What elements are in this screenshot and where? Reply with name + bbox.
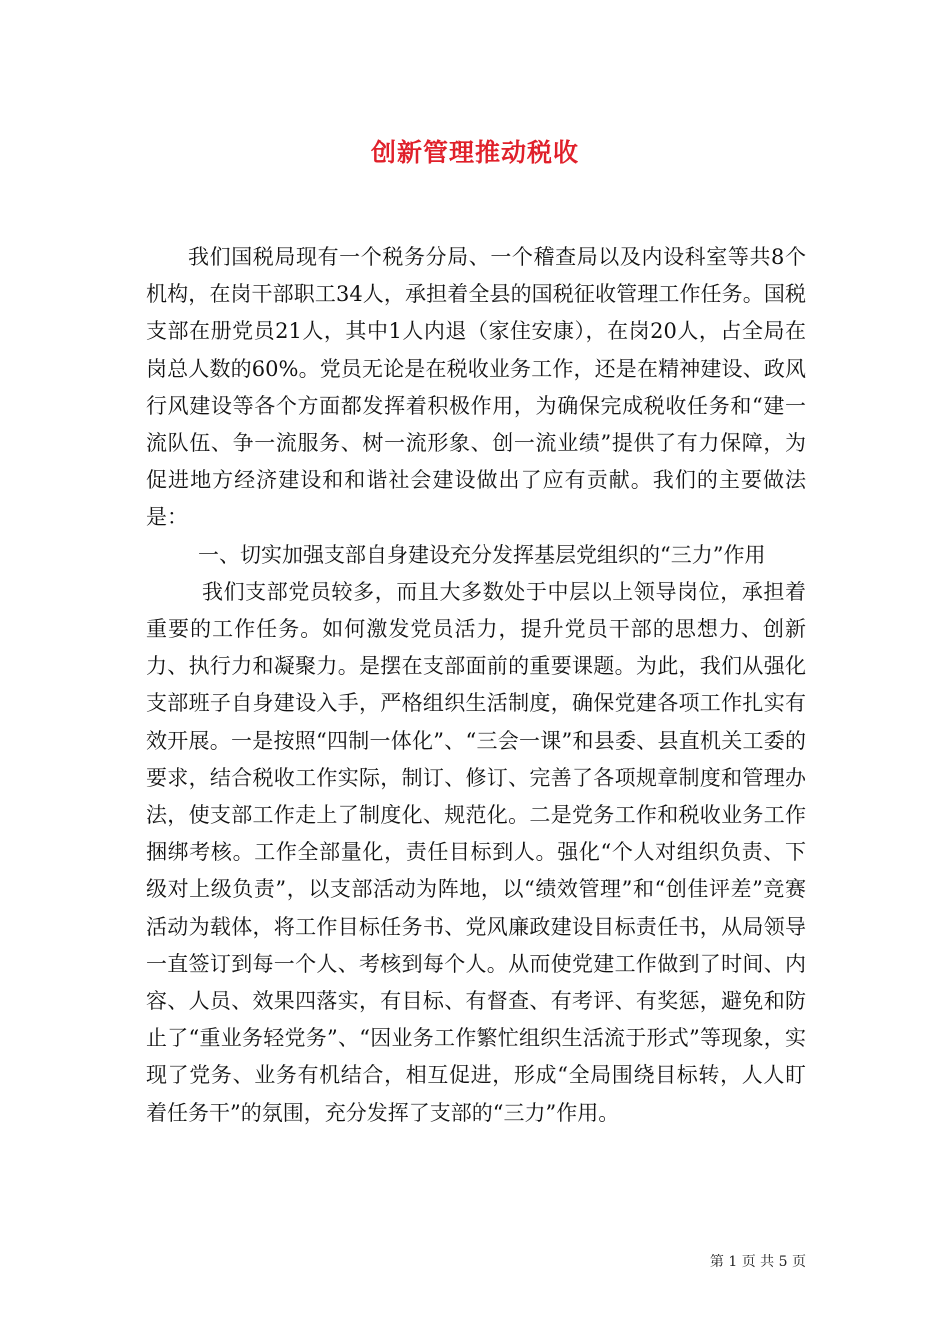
section-1-paragraph: 我们支部党员较多，而且大多数处于中层以上领导岗位，承担着重要的工作任务。如何激发党员活力，提升党员干部的思想力、创新力、执行力和凝聚力。是摆在支部面前的重要课题。为此，我们从强化支部班子自身建设入手，严格组织生活制度，确保党建各项工作扎实有效开展。一是按照“四制一体化”、“三会一课”和县委、县直机关工委的要求，结合税收工作实际，制订、修订、完善了各项规章制度和管理办法，使支部工作走上了制度化、规范化。二是党务工作和税收业务工作捆绑考核。工作全部量化，责任目标到人。强化“个人对组织负责、下级对上级负责”，以支部活动为阵地，以“绩效管理”和“创佳评差”竞赛活动为载体，将工作目标任务书、党风廉政建设目标责任书，从局领导一直签订到每一个人、考核到每个人。从而使党建工作做到了时间、内容、人员、效果四落实，有目标、有督查、有考评、有奖惩，避免和防止了“重业务轻党务”、“因业务工作繁忙组织生活流于形式”等现象，实现了党务、业务有机结合，相互促进，形成“全局围绕目标转，人人盯着任务干”的氛围，充分发挥了支部的“三力”作用。	[146, 579, 806, 1125]
intro-paragraph: 我们国税局现有一个税务分局、一个稽查局以及内设科室等共8个机构，在岗干部职工34人，承担着全县的国税征收管理工作任务。国税支部在册党员21人，其中1人内退（家住安康），在岗20人，占全局在岗总人数的60%。党员无论是在税收业务工作，还是在精神建设、政风行风建设等各个方面都发挥着积极作用，为确保完成税收任务和“建一流队伍、争一流服务、树一流形象、创一流业绩”提供了有力保障，为促进地方经济建设和和谐社会建设做出了应有贡献。我们的主要做法是：	[146, 245, 806, 530]
section-heading-1: 一、切实加强支部自身建设充分发挥基层党组织的“三力”作用	[198, 542, 766, 567]
page-number: 第 1 页 共 5 页	[709, 1254, 806, 1270]
page-title: 创新管理推动税收	[370, 138, 579, 167]
document-body	[146, 239, 806, 1132]
